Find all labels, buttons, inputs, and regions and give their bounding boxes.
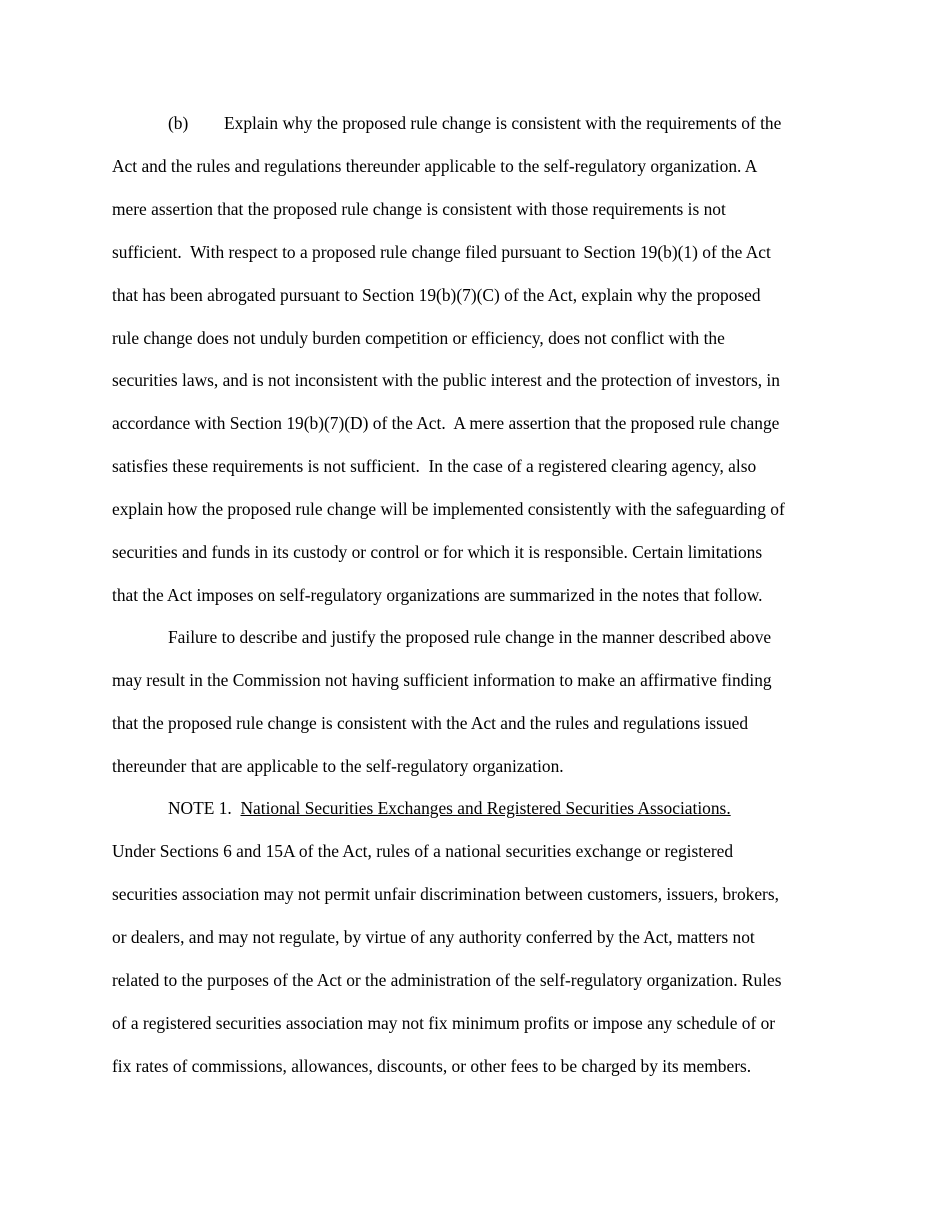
note-1-line: fix rates of commissions, allowances, discounts, or other fees to be charged by its members. xyxy=(112,1056,752,1076)
note-1-heading: National Securities Exchanges and Registered Securities Associations. xyxy=(240,798,731,818)
paragraph-b-line: satisfies these requirements is not sufficient. In the case of a registered clearing agency, also xyxy=(112,456,757,476)
paragraph-b-line: explain how the proposed rule change will be implemented consistently with the safeguarding of xyxy=(112,499,785,519)
note-1-line: Under Sections 6 and 15A of the Act, rules of a national securities exchange or registered xyxy=(112,841,734,861)
paragraph-b-line: securities laws, and is not inconsistent with the public interest and the protection of investors, in xyxy=(112,370,780,390)
note-1-line: securities association may not permit unfair discrimination between customers, issuers, brokers, xyxy=(112,884,779,904)
paragraph-b-line: accordance with Section 19(b)(7)(D) of the Act. A mere assertion that the proposed rule change xyxy=(112,413,780,433)
note-1-line: related to the purposes of the Act or the administration of the self-regulatory organization. Rules xyxy=(112,970,782,990)
paragraph-b-line: that has been abrogated pursuant to Section 19(b)(7)(C) of the Act, explain why the proposed xyxy=(112,285,761,305)
paragraph-failure-line: thereunder that are applicable to the self-regulatory organization. xyxy=(112,756,564,776)
paragraph-failure-line: that the proposed rule change is consistent with the Act and the rules and regulations issued xyxy=(112,713,749,733)
paragraph-b-line: securities and funds in its custody or control or for which it is responsible. Certain limitations xyxy=(112,542,763,562)
note-1-line: or dealers, and may not regulate, by virtue of any authority conferred by the Act, matters not xyxy=(112,927,755,947)
paragraph-b-line: Act and the rules and regulations thereunder applicable to the self-regulatory organization. A xyxy=(112,156,758,176)
paragraph-b-line: mere assertion that the proposed rule change is consistent with those requirements is not xyxy=(112,199,726,219)
paragraph-failure-line: Failure to describe and justify the proposed rule change in the manner described above xyxy=(168,627,772,647)
note-1-heading-line xyxy=(168,797,731,819)
paragraph-b-line: Explain why the proposed rule change is consistent with the requirements of the xyxy=(224,113,782,133)
note-1-line: of a registered securities association may not fix minimum profits or impose any schedule of or xyxy=(112,1013,776,1033)
paragraph-failure-line: may result in the Commission not having sufficient information to make an affirmative finding xyxy=(112,670,772,690)
paragraph-b-label: (b) xyxy=(168,113,189,133)
note-1-label: NOTE 1. xyxy=(168,798,232,818)
paragraph-b-line: sufficient. With respect to a proposed rule change filed pursuant to Section 19(b)(1) of the Act xyxy=(112,242,771,262)
paragraph-b-line: rule change does not unduly burden competition or efficiency, does not conflict with the xyxy=(112,328,725,348)
paragraph-b-line: that the Act imposes on self-regulatory organizations are summarized in the notes that follow. xyxy=(112,585,763,605)
